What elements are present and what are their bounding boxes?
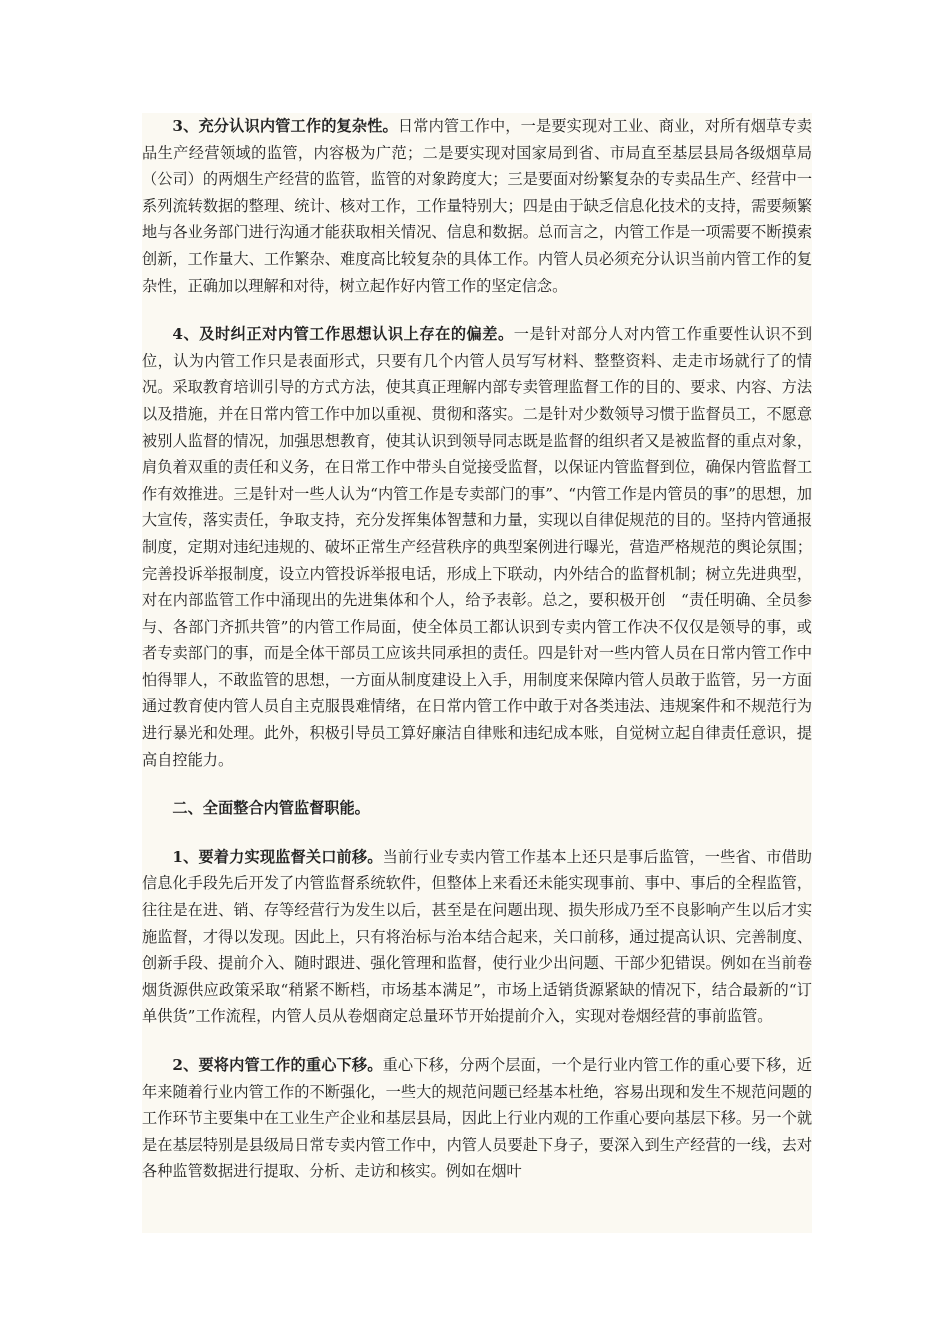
paragraph-body: 日常内管工作中，一是要实现对工业、商业，对所有烟草专卖品生产经营领域的监管，内容极为广范；二是要实现对国家局到省、市局直至基层县局各级烟草局（公司）的两烟生产经营的监管，监管的对象跨度大；三是要面对纷繁复杂的专卖品生产、经营中一系列流转数据的整理、统计、核对工作，工作量特别大；四是由于缺乏信息化技术的支持，需要频繁地与各业务部门进行沟通才能获取相关情况、信息和数据。总而言之，内管工作是一项需要不断摸索创新，工作量大、工作繁杂、难度高比较复杂的具体工作。内管人员必须充分认识当前内管工作的复杂性，正确加以理解和对待，树立起作好内管工作的坚定信念。 [142, 117, 812, 295]
paragraph-complexity [142, 113, 812, 299]
paragraph-body: 一是针对部分人对内管工作重要性认识不到位，认为内管工作只是表面形式，只要有几个内管人员写写材料、整整资料、走走市场就行了的情况。采取教育培训引导的方式方法，使其真正理解内部专卖管理监督工作的目的、要求、内容、方法以及措施，并在日常内管工作中加以重视、贯彻和落实。二是针对少数领导习惯于监督员工，不愿意被别人监督的情况，加强思想教育，使其认识到领导同志既是监督的组织者又是被监督的重点对象，肩负着双重的责任和义务，在日常工作中带头自觉接受监督，以保证内管监督到位，确保内管监督工作有效推进。三是针对一些人认为“内管工作是专卖部门的事”、“内管工作是内管员的事”的思想，加大宣传，落实责任，争取支持，充分发挥集体智慧和力量，实现以自律促规范的目的。坚持内管通报制度，定期对违纪违规的、破坏正常生产经营秩序的典型案例进行曝光，营造严格规范的舆论氛围；完善投诉举报制度，设立内管投诉举报电话，形成上下联动，内外结合的监督机制；树立先进典型，对在内部监管工作中涌现出的先进集体和个人，给予表彰。总之，要积极开创 “责任明确、全员参与、各部门齐抓共管”的内管工作局面，使全体员工都认识到专卖内管工作决不仅仅是领导的事，或者专卖部门的事，而是全体干部员工应该共同承担的责任。四是针对一些内管人员在日常内管工作中怕得罪人，不敢监管的思想，一方面从制度建设上入手，用制度来保障内管人员敢于监管，另一方面通过教育使内管人员自主克服畏难情绪，在日常内管工作中敢于对各类违法、违规案件和不规范行为进行暴光和处理。此外，积极引导员工算好廉洁自律账和违纪成本账，自觉树立起自律责任意识，提高自控能力。 [142, 325, 813, 769]
paragraph-focus-downward [142, 1052, 812, 1185]
paragraph-lead: 1、要着力实现监督关口前移。 [172, 847, 383, 866]
paragraph-body: 重心下移，分两个层面，一个是行业内管工作的重心要下移，近年来随着行业内管工作的不断强化，一些大的规范问题已经基本杜绝，容易出现和发生不规范问题的工作环节主要集中在工业生产企业和基层县局，因此上行业内观的工作重心要向基层下移。另一个就是在基层特别是县级局日常专卖内管工作中，内管人员要赴下身子，要深入到生产经营的一线，去对各种监管数据进行提取、分析、走访和核实。例如在烟叶 [142, 1056, 812, 1181]
section-heading-text: 二、全面整合内管监督职能。 [172, 799, 370, 818]
paragraph-lead: 3、充分认识内管工作的复杂性。 [172, 117, 398, 135]
paragraph-lead: 4、及时纠正对内管工作思想认识上存在的偏差。 [172, 325, 514, 344]
paragraph-body: 当前行业专卖内管工作基本上还只是事后监管，一些省、市借助信息化手段先后开发了内管监督系统软件，但整体上来看还未能实现事前、事中、事后的全程监管，往往是在进、销、存等经营行为发生以后，甚至是在问题出现、损失形成乃至不良影响产生以后才实施监督，才得以发现。因此上，只有将治标与治本结合起来，关口前移，通过提高认识、完善制度、创新手段、提前介入、随时跟进、强化管理和监督，使行业少出问题、干部少犯错误。例如在当前卷烟货源供应政策采取“稍紧不断档，市场基本满足”，市场上适销货源紧缺的情况下，结合最新的“订单供货”工作流程，内管人员从卷烟商定总量环节开始提前介入，实现对卷烟经营的事前监管。 [142, 847, 812, 1026]
paragraph-lead: 2、要将内管工作的重心下移。 [172, 1056, 383, 1074]
section-heading [142, 795, 812, 822]
document-body [142, 113, 812, 1233]
paragraph-supervision-forward [142, 844, 812, 1030]
paragraph-correct-misconceptions [142, 321, 812, 773]
